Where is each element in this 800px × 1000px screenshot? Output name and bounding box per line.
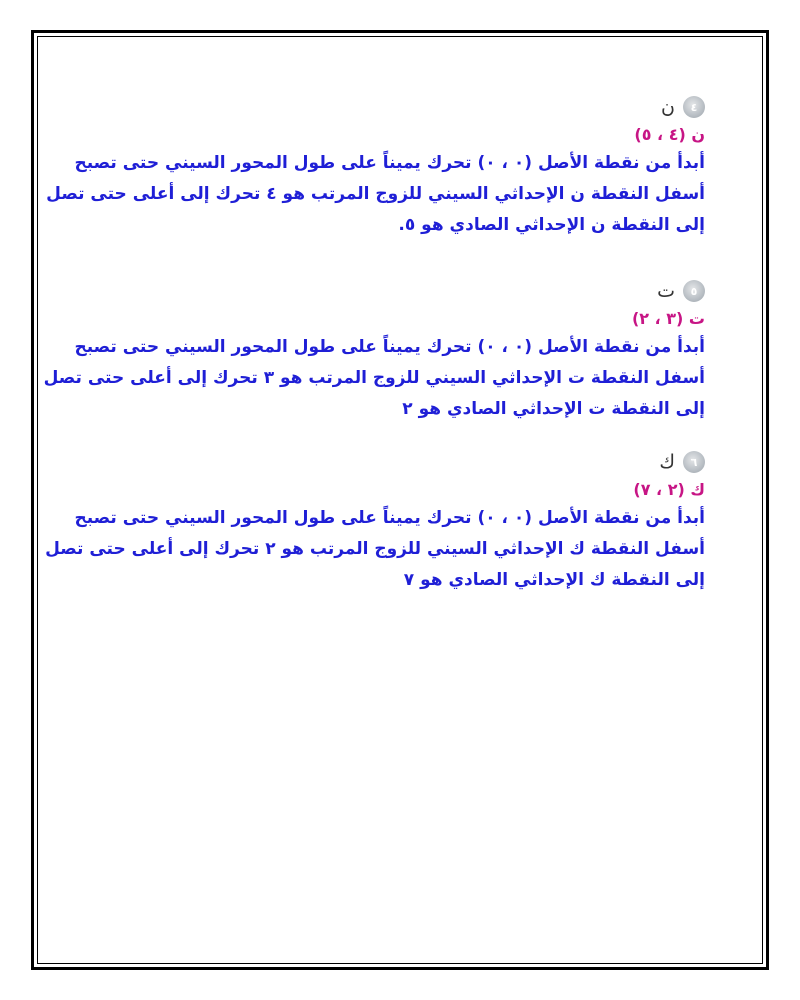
exercise-header bbox=[65, 447, 705, 477]
point-label: ت bbox=[657, 280, 675, 302]
exercise-item bbox=[46, 92, 705, 241]
exercise-number-badge: ٤ bbox=[683, 96, 705, 118]
explanation-line: أبدأ من نقطة الأصل (٠ ، ٠) تحرك يميناً على طول المحور السيني حتى تصبح bbox=[74, 508, 705, 528]
point-label: ك bbox=[659, 451, 675, 473]
explanation-line: أسفل النقطة ن الإحداثي السيني للزوج المرتب هو ٤ تحرك إلى أعلى حتى تصل bbox=[46, 184, 705, 204]
explanation-text bbox=[45, 503, 705, 596]
explanation-line: أسفل النقطة ك الإحداثي السيني للزوج المرتب هو ٢ تحرك إلى أعلى حتى تصل bbox=[45, 539, 705, 559]
exercise-number-badge: ٦ bbox=[683, 451, 705, 473]
explanation-line: أبدأ من نقطة الأصل (٠ ، ٠) تحرك يميناً على طول المحور السيني حتى تصبح bbox=[74, 337, 705, 357]
explanation-line: إلى النقطة ت الإحداثي الصادي هو ٢ bbox=[402, 399, 705, 419]
exercise-header bbox=[65, 276, 705, 306]
exercise-item bbox=[45, 447, 705, 596]
explanation-line: إلى النقطة ن الإحداثي الصادي هو ٥. bbox=[398, 215, 705, 235]
explanation-text bbox=[46, 148, 705, 241]
explanation-line: أبدأ من نقطة الأصل (٠ ، ٠) تحرك يميناً على طول المحور السيني حتى تصبح bbox=[74, 153, 705, 173]
explanation-text bbox=[43, 332, 705, 425]
coordinate-answer: ت (٣ ، ٢) bbox=[631, 309, 705, 328]
coordinate-answer: ن (٤ ، ٥) bbox=[634, 125, 705, 144]
coordinate-answer: ك (٢ ، ٧) bbox=[633, 480, 705, 499]
explanation-line: إلى النقطة ك الإحداثي الصادي هو ٧ bbox=[403, 570, 705, 590]
exercise-header bbox=[65, 92, 705, 122]
exercise-number-badge: ٥ bbox=[683, 280, 705, 302]
point-label: ن bbox=[661, 96, 675, 118]
exercise-item bbox=[43, 276, 705, 425]
explanation-line: أسفل النقطة ت الإحداثي السيني للزوج المرتب هو ٣ تحرك إلى أعلى حتى تصل bbox=[43, 368, 705, 388]
